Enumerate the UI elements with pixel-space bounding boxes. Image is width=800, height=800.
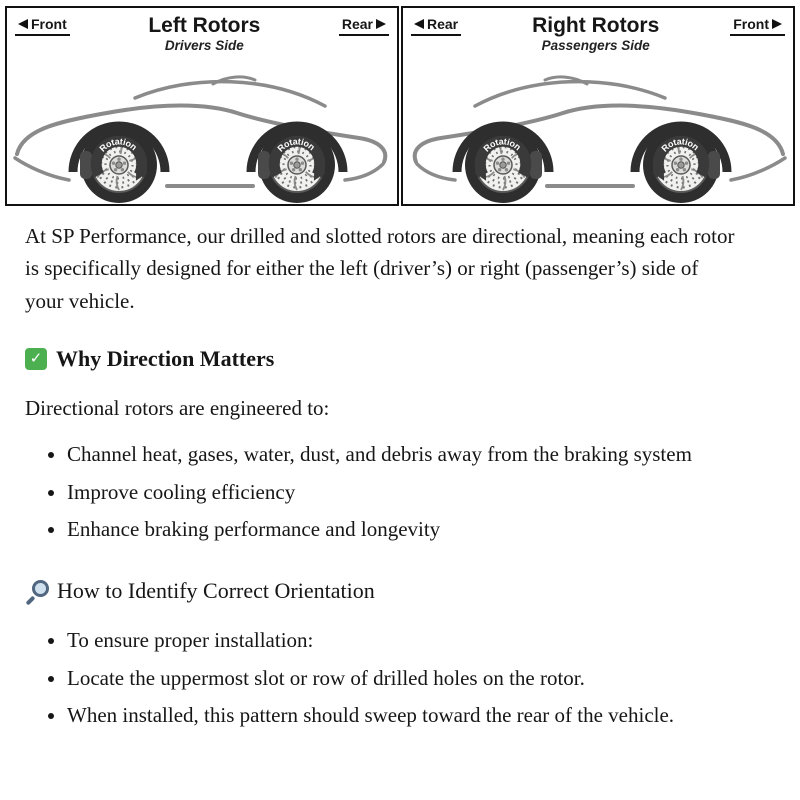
- intro-paragraph: At SP Performance, our drilled and slotted rotors are directional, meaning each rotor is specifically designed for either the left (driver’s) or right (passenger’s) side of your vehicle.: [25, 223, 735, 314]
- orientation-heading: [25, 574, 742, 608]
- list-item: • Enhance braking performance and longevity: [67, 513, 742, 546]
- rear-arrow-right-panel: [411, 16, 461, 36]
- front-arrow-right-panel: [730, 16, 785, 36]
- why-direction-heading: [25, 342, 742, 376]
- front-label: Front: [31, 16, 67, 32]
- left-panel-title: Left Rotors: [148, 14, 261, 37]
- svg-text:Rotation: Rotation: [97, 136, 140, 154]
- arrow-left-icon: [18, 19, 28, 29]
- right-car-illustration: [403, 54, 793, 204]
- right-panel-titles: [461, 14, 730, 54]
- arrow-right-icon: [376, 19, 386, 29]
- left-rotors-panel: [5, 6, 399, 206]
- front-arrow-left-panel: [15, 16, 70, 36]
- rear-arrow-left-panel: [339, 16, 389, 36]
- arrow-right-icon: [772, 19, 782, 29]
- left-car-illustration: [7, 54, 397, 204]
- check-icon: ✓: [25, 348, 47, 370]
- svg-text:Rotation: Rotation: [481, 136, 524, 154]
- right-rotors-panel: [401, 6, 795, 206]
- list-item: • Improve cooling efficiency: [67, 476, 742, 509]
- orientation-heading-text: How to Identify Correct Orientation: [57, 577, 375, 603]
- why-direction-list: [25, 438, 742, 546]
- rear-label: Rear: [341, 16, 373, 32]
- list-item: • To ensure proper installation:: [67, 624, 742, 657]
- list-item: • Locate the uppermost slot or row of drilled holes on the rotor.: [67, 662, 742, 695]
- left-panel-subtitle: Drivers Side: [164, 38, 244, 54]
- why-direction-heading-text: Why Direction Matters: [56, 345, 275, 371]
- left-panel-titles: [70, 14, 339, 54]
- right-panel-header: [403, 8, 793, 54]
- list-item: • Channel heat, gases, water, dust, and debris away from the braking system: [67, 438, 742, 471]
- left-panel-header: [7, 8, 397, 54]
- article-body: [0, 206, 800, 758]
- front-label: Front: [733, 16, 769, 32]
- svg-text:Rotation: Rotation: [275, 136, 318, 154]
- orientation-list: [25, 624, 742, 732]
- svg-text:Rotation: Rotation: [659, 136, 702, 154]
- rotor-direction-diagram: [0, 0, 800, 206]
- rear-label: Rear: [427, 16, 459, 32]
- right-panel-subtitle: Passengers Side: [541, 38, 650, 54]
- arrow-left-icon: [414, 19, 424, 29]
- magnifier-icon: [25, 579, 48, 602]
- right-panel-title: Right Rotors: [532, 14, 660, 37]
- list-item: • When installed, this pattern should sweep toward the rear of the vehicle.: [67, 699, 742, 732]
- why-direction-lead: Directional rotors are engineered to:: [25, 395, 330, 420]
